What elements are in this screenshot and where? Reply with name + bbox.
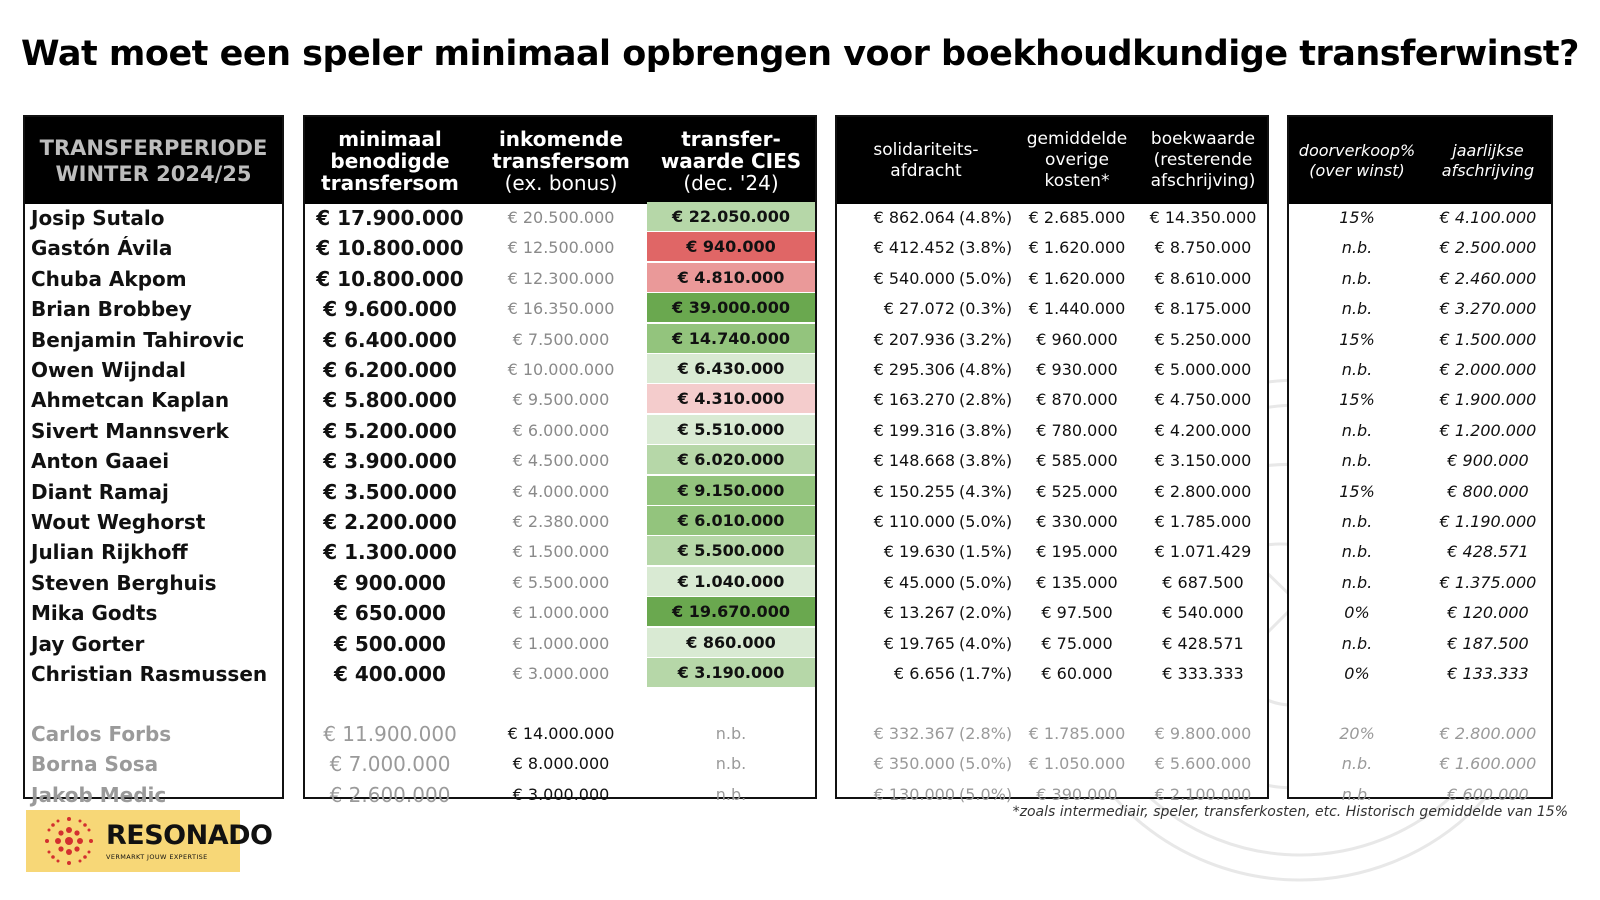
book-value: € 5.250.000	[1154, 329, 1252, 349]
solidarity-pct: (4.0%)	[959, 633, 1013, 653]
book-value: € 8.750.000	[1154, 238, 1252, 258]
resale-pct-value: 20%	[1339, 724, 1375, 743]
cies-value: € 4.810.000	[647, 263, 815, 292]
other-costs-value: € 870.000	[1036, 390, 1118, 410]
player-name: Josip Sutalo	[31, 206, 165, 230]
other-costs-value: € 1.050.000	[1028, 754, 1126, 774]
resale-pct-value: n.b.	[1341, 268, 1373, 288]
other-costs-value: € 1.785.000	[1028, 724, 1126, 743]
min-transfer-value: € 3.900.000	[323, 449, 457, 474]
solidarity-amount: € 19.765	[883, 633, 955, 653]
resale-pct-value: n.b.	[1341, 299, 1373, 319]
incoming-transfer-value: € 12.300.000	[507, 268, 615, 288]
other-costs-value: € 2.685.000	[1028, 208, 1126, 227]
other-costs-value: € 390.000	[1036, 784, 1118, 804]
resonado-logo	[26, 810, 273, 872]
resale-pct-header: doorverkoop% (over winst)	[1298, 140, 1416, 180]
book-value: € 428.571	[1162, 633, 1244, 653]
min-transfer-value: € 6.400.000	[323, 327, 457, 352]
solidarity-amount: € 6.656	[893, 664, 955, 683]
other-costs-value: € 930.000	[1036, 360, 1118, 379]
annual-amortization-value: € 2.460.000	[1439, 268, 1537, 288]
min-transfer-value: € 500.000	[334, 631, 446, 656]
solidarity-amount: € 150.255	[873, 481, 955, 501]
solidarity-pct: (5.0%)	[959, 268, 1013, 288]
player-name: Wout Weghorst	[31, 510, 206, 534]
cies-value: € 6.430.000	[647, 354, 815, 383]
annual-amortization-value: € 800.000	[1447, 481, 1529, 501]
footnote: *zoals intermediair, speler, transferkosten, etc. Historisch gemiddelde van 15%	[1012, 804, 1568, 820]
solidarity-amount: € 412.452	[873, 238, 955, 258]
min-transfer-value: € 10.800.000	[316, 266, 464, 291]
book-value: € 4.750.000	[1154, 390, 1252, 410]
min-transfer-value: € 5.200.000	[323, 418, 457, 443]
incoming-transfer-value: € 4.500.000	[512, 451, 610, 471]
amortization-header	[1289, 117, 1551, 204]
resale-pct-value: n.b.	[1341, 542, 1373, 562]
min-transfer-value: € 11.900.000	[323, 722, 457, 746]
other-costs-value: € 1.620.000	[1028, 238, 1126, 258]
min-transfer-value: € 1.300.000	[323, 540, 457, 565]
resale-pct-value: n.b.	[1341, 360, 1373, 379]
min-transfer-value: € 17.900.000	[316, 206, 464, 230]
annual-amortization-value: € 133.333	[1447, 664, 1529, 683]
min-transfer-value: € 7.000.000	[329, 752, 451, 777]
cies-value: € 14.740.000	[647, 324, 815, 353]
values-block	[303, 115, 817, 807]
min-transfer-value: € 9.600.000	[323, 297, 457, 322]
solidarity-amount: € 862.064	[873, 208, 955, 227]
other-costs-header: gemiddelde overige kosten*	[1026, 129, 1128, 191]
book-value: € 8.610.000	[1154, 268, 1252, 288]
book-value: € 333.333	[1162, 664, 1244, 683]
resale-pct-value: n.b.	[1341, 451, 1373, 471]
annual-amortization-value: € 1.600.000	[1439, 754, 1537, 774]
resale-pct-value: 15%	[1339, 208, 1375, 227]
book-value: € 1.785.000	[1154, 512, 1252, 531]
book-value: € 4.200.000	[1154, 420, 1252, 440]
incoming-transfer-value: € 8.000.000	[512, 754, 610, 774]
incoming-transfer-value: € 16.350.000	[507, 299, 615, 319]
solidarity-amount: € 350.000	[873, 754, 955, 774]
player-name: Owen Wijndal	[31, 358, 186, 382]
other-costs-value: € 60.000	[1041, 664, 1113, 683]
solidarity-pct: (1.7%)	[959, 664, 1013, 683]
logo-tagline: VERMARKT JOUW EXPERTISE	[106, 853, 208, 861]
solidarity-amount: € 13.267	[883, 603, 955, 623]
player-name: Diant Ramaj	[31, 479, 169, 504]
player-name: Jakob Medic	[31, 782, 167, 807]
resale-pct-value: n.b.	[1341, 420, 1373, 440]
costs-header	[837, 117, 1267, 204]
cies-value: € 4.310.000	[647, 384, 815, 413]
resale-pct-value: 0%	[1344, 603, 1370, 623]
solidarity-pct: (4.8%)	[959, 360, 1013, 379]
incoming-transfer-value: € 20.500.000	[507, 208, 615, 227]
player-name: Mika Godts	[31, 601, 158, 626]
solidarity-pct: (5.0%)	[959, 572, 1013, 592]
annual-amortization-value: € 120.000	[1447, 603, 1529, 623]
solidarity-amount: € 27.072	[883, 299, 955, 319]
solidarity-pct: (1.5%)	[959, 542, 1013, 562]
annual-amortization-value: € 428.571	[1447, 542, 1529, 562]
min-transfer-value: € 3.500.000	[323, 479, 457, 504]
solidarity-amount: € 19.630	[883, 542, 955, 562]
annual-amortization-value: € 2.000.000	[1439, 360, 1537, 379]
resale-pct-value: n.b.	[1341, 238, 1373, 258]
solidarity-pct: (0.3%)	[959, 299, 1013, 319]
annual-amortization-value: € 900.000	[1447, 451, 1529, 471]
solidarity-pct: (5.0%)	[959, 784, 1013, 804]
solidarity-pct: (2.8%)	[959, 390, 1013, 410]
book-value: € 9.800.000	[1154, 724, 1252, 743]
min-transfer-value: € 2.600.000	[329, 782, 451, 807]
min-transfer-value: € 10.800.000	[316, 236, 464, 261]
annual-amortization-value: € 1.900.000	[1439, 390, 1537, 410]
resale-pct-value: n.b.	[1341, 512, 1373, 531]
solidarity-amount: € 540.000	[873, 268, 955, 288]
page-title: Wat moet een speler minimaal opbrengen voor boekhoudkundige transferwinst?	[21, 34, 1579, 74]
solidarity-amount: € 207.936	[873, 329, 955, 349]
incoming-transfer-value: € 9.500.000	[512, 390, 610, 410]
cies-value: € 5.510.000	[647, 415, 815, 444]
resale-pct-value: 15%	[1339, 390, 1375, 410]
incoming-transfer-value: € 7.500.000	[512, 329, 610, 349]
book-value: € 14.350.000	[1149, 208, 1257, 227]
cies-value: € 6.010.000	[647, 506, 815, 535]
solidarity-pct: (4.8%)	[959, 208, 1013, 227]
other-costs-value: € 1.620.000	[1028, 268, 1126, 288]
player-name: Gastón Ávila	[31, 236, 173, 261]
resale-pct-value: 15%	[1339, 481, 1375, 501]
incoming-transfer-value: € 14.000.000	[507, 724, 615, 743]
solidarity-pct: (5.0%)	[959, 512, 1013, 531]
book-value: € 3.150.000	[1154, 451, 1252, 471]
other-costs-value: € 780.000	[1036, 420, 1118, 440]
player-name: Carlos Forbs	[31, 722, 172, 746]
dots-logo-icon	[38, 810, 100, 872]
incoming-transfer-value: € 3.000.000	[512, 784, 610, 804]
min-transfer-value: € 5.800.000	[323, 388, 457, 413]
annual-amortization-value: € 1.500.000	[1439, 329, 1537, 349]
annual-amortization-value: € 3.270.000	[1439, 299, 1537, 319]
solidarity-amount: € 110.000	[873, 512, 955, 531]
incoming-transfer-value: € 5.500.000	[512, 572, 610, 592]
amortization-block	[1287, 115, 1553, 804]
cies-value: € 860.000	[647, 628, 815, 657]
resale-pct-value: 0%	[1344, 664, 1370, 683]
resale-pct-value: 15%	[1339, 329, 1375, 349]
names-header	[25, 117, 282, 204]
cies-value: n.b.	[715, 754, 747, 774]
other-costs-value: € 1.440.000	[1028, 299, 1126, 319]
incoming-transfer-value: € 2.380.000	[512, 512, 610, 531]
cies-value: € 1.040.000	[647, 567, 815, 596]
costs-block	[835, 115, 1269, 804]
incoming-transfer-header: inkomende transfersom (ex. bonus)	[492, 126, 630, 195]
solidarity-amount: € 45.000	[883, 572, 955, 592]
other-costs-value: € 195.000	[1036, 542, 1118, 562]
annual-amortization-value: € 600.000	[1447, 784, 1529, 804]
cies-value: n.b.	[715, 724, 747, 743]
incoming-transfer-value: € 12.500.000	[507, 238, 615, 258]
incoming-transfer-value: € 1.500.000	[512, 542, 610, 562]
solidarity-pct: (3.2%)	[959, 329, 1013, 349]
player-name: Benjamin Tahirovic	[31, 327, 245, 352]
other-costs-value: € 75.000	[1041, 633, 1113, 653]
cies-value: € 19.670.000	[647, 597, 815, 626]
other-costs-value: € 525.000	[1036, 481, 1118, 501]
solidarity-amount: € 199.316	[873, 420, 955, 440]
book-value: € 2.800.000	[1154, 481, 1252, 501]
min-transfer-value: € 900.000	[334, 570, 446, 595]
cies-value: € 22.050.000	[647, 202, 815, 231]
other-costs-value: € 960.000	[1036, 329, 1118, 349]
solidarity-pct: (2.8%)	[959, 724, 1013, 743]
other-costs-value: € 330.000	[1036, 512, 1118, 531]
resale-pct-value: n.b.	[1341, 572, 1373, 592]
cies-value: n.b.	[715, 784, 747, 804]
annual-amortization-value: € 1.200.000	[1439, 420, 1537, 440]
other-costs-value: € 135.000	[1036, 572, 1118, 592]
book-value: € 1.071.429	[1154, 542, 1252, 562]
player-name: Anton Gaaei	[31, 449, 170, 474]
player-name: Ahmetcan Kaplan	[31, 388, 230, 413]
cies-value: € 940.000	[647, 232, 815, 261]
player-name: Sivert Mannsverk	[31, 418, 229, 443]
min-transfer-value: € 400.000	[334, 662, 446, 686]
incoming-transfer-value: € 1.000.000	[512, 633, 610, 653]
cies-value: € 9.150.000	[647, 476, 815, 505]
cies-value-header: transfer- waarde CIES (dec. '24)	[660, 126, 802, 195]
solidarity-pct: (3.8%)	[959, 238, 1013, 258]
book-value: € 540.000	[1162, 603, 1244, 623]
other-costs-value: € 585.000	[1036, 451, 1118, 471]
annual-amortization-value: € 1.375.000	[1439, 572, 1537, 592]
player-name: Steven Berghuis	[31, 570, 217, 595]
player-name: Christian Rasmussen	[31, 662, 268, 686]
book-value-header: boekwaarde (resterende afschrijving)	[1150, 129, 1256, 191]
book-value: € 5.000.000	[1154, 360, 1252, 379]
annual-amortization-header: jaarlijkse afschrijving	[1441, 140, 1535, 180]
annual-amortization-value: € 1.190.000	[1439, 512, 1537, 531]
values-header	[305, 117, 815, 204]
logo-brand: RESONADO	[106, 820, 273, 851]
book-value: € 8.175.000	[1154, 299, 1252, 319]
min-transfer-value: € 2.200.000	[323, 510, 457, 534]
solidarity-amount: € 130.000	[873, 784, 955, 804]
incoming-transfer-value: € 4.000.000	[512, 481, 610, 501]
annual-amortization-value: € 2.500.000	[1439, 238, 1537, 258]
min-transfer-value: € 6.200.000	[323, 358, 457, 382]
cies-value: € 3.190.000	[647, 658, 815, 687]
incoming-transfer-value: € 1.000.000	[512, 603, 610, 623]
player-name: Borna Sosa	[31, 752, 159, 777]
solidarity-header: solidariteits- afdracht	[873, 139, 979, 181]
incoming-transfer-value: € 3.000.000	[512, 664, 610, 683]
player-name: Chuba Akpom	[31, 266, 187, 291]
solidarity-amount: € 148.668	[873, 451, 955, 471]
annual-amortization-value: € 4.100.000	[1439, 208, 1537, 227]
solidarity-pct: (2.0%)	[959, 603, 1013, 623]
solidarity-amount: € 295.306	[873, 360, 955, 379]
solidarity-amount: € 163.270	[873, 390, 955, 410]
cies-value: € 39.000.000	[647, 293, 815, 322]
resale-pct-value: n.b.	[1341, 754, 1373, 774]
annual-amortization-value: € 187.500	[1447, 633, 1529, 653]
player-name: Brian Brobbey	[31, 297, 192, 322]
resale-pct-value: n.b.	[1341, 784, 1373, 804]
solidarity-amount: € 332.367	[873, 724, 955, 743]
solidarity-pct: (5.0%)	[959, 754, 1013, 774]
incoming-transfer-value: € 10.000.000	[507, 360, 615, 379]
annual-amortization-value: € 2.800.000	[1439, 724, 1537, 743]
book-value: € 5.600.000	[1154, 754, 1252, 774]
cies-value: € 5.500.000	[647, 536, 815, 565]
player-name: Julian Rijkhoff	[31, 540, 188, 565]
player-name: Jay Gorter	[31, 631, 145, 656]
resale-pct-value: n.b.	[1341, 633, 1373, 653]
book-value: € 2.100.000	[1154, 784, 1252, 804]
solidarity-pct: (3.8%)	[959, 451, 1013, 471]
cies-value: € 6.020.000	[647, 445, 815, 474]
period-header: TRANSFERPERIODE WINTER 2024/25	[39, 135, 268, 186]
min-transfer-value: € 650.000	[334, 601, 446, 626]
book-value: € 687.500	[1162, 572, 1244, 592]
incoming-transfer-value: € 6.000.000	[512, 420, 610, 440]
solidarity-pct: (3.8%)	[959, 420, 1013, 440]
other-costs-value: € 97.500	[1041, 603, 1113, 623]
names-block	[23, 115, 284, 807]
min-transfer-header: minimaal benodigde transfersom	[321, 126, 459, 195]
solidarity-pct: (4.3%)	[959, 481, 1013, 501]
